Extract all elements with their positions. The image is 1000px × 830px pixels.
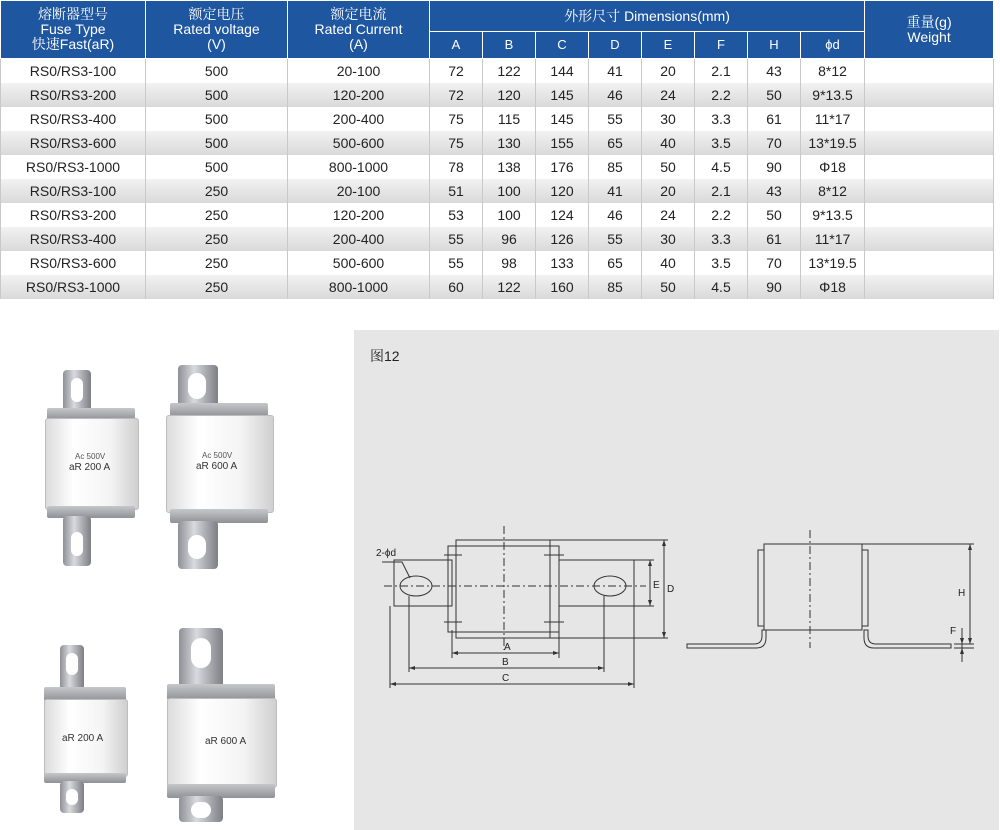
label-f: F [950,626,957,637]
table-cell: 500-600 [288,251,430,275]
table-cell: 250 [146,227,288,251]
table-cell: 75 [430,131,483,155]
table-cell: 250 [146,179,288,203]
table-cell: 122 [483,275,536,299]
table-cell: 20-100 [288,59,430,84]
table-row [1,155,994,179]
label-b: B [502,657,509,668]
table-cell: RS0/RS3-200 [1,83,146,107]
table-cell: 41 [589,59,642,84]
header-dimensions: 外形尺寸 Dimensions(mm) [430,1,865,32]
fuse-terminal-top [179,628,223,690]
table-cell: 20-100 [288,179,430,203]
table-cell: 96 [483,227,536,251]
table-cell: 46 [589,83,642,107]
fuse-rating-label: aR 200 A [62,733,104,744]
table-cell: 500 [146,155,288,179]
label-hole: 2-ϕd [376,548,397,559]
fuse-photo-4 [165,628,280,823]
table-cell: 55 [430,227,483,251]
header-dim-a: A [430,32,483,59]
table-cell: 70 [748,251,801,275]
table-cell: 85 [589,155,642,179]
table-cell: 72 [430,83,483,107]
table-cell: 90 [748,155,801,179]
label-a: A [504,642,511,653]
table-cell: 115 [483,107,536,131]
label-d: D [667,584,675,595]
fuse-photo-2 [162,365,277,570]
table-cell: 250 [146,203,288,227]
table-cell: 800-1000 [288,155,430,179]
table-cell: 500 [146,107,288,131]
table-cell: 20 [642,179,695,203]
fuse-terminal-bottom [178,521,218,569]
table-cell: 176 [536,155,589,179]
table-cell: 51 [430,179,483,203]
table-cell: 11*17 [801,107,865,131]
table-cell: Φ18 [801,155,865,179]
table-cell: 800-1000 [288,275,430,299]
table-row [1,203,994,227]
label-c: C [502,673,510,684]
header-rated-voltage: 额定电压 Rated voltage (V) [146,1,288,59]
table-cell: 250 [146,251,288,275]
table-cell: RS0/RS3-1000 [1,155,146,179]
table-cell: 130 [483,131,536,155]
front-body [456,540,550,638]
table-cell: RS0/RS3-1000 [1,275,146,299]
fuse-terminal-bottom [63,516,91,566]
table-cell: 24 [642,83,695,107]
table-cell: 200-400 [288,227,430,251]
table-cell: 30 [642,227,695,251]
table-cell: 9*13.5 [801,203,865,227]
table-row [1,107,994,131]
table-cell: RS0/RS3-400 [1,227,146,251]
table-cell: 120 [536,179,589,203]
fuse-photo-3 [42,645,132,815]
table-cell: 43 [748,59,801,84]
table-cell: 24 [642,203,695,227]
fuse-rating-label: aR 600 A [196,461,238,472]
fuse-terminal-top [60,645,84,693]
table-cell: 72 [430,59,483,84]
table-cell: 98 [483,251,536,275]
table-cell: 60 [430,275,483,299]
table-cell: 122 [483,59,536,84]
table-cell: 75 [430,107,483,131]
table-cell [865,83,994,107]
table-cell: 4.5 [695,155,748,179]
table-cell: 50 [748,83,801,107]
table-cell [865,107,994,131]
table-cell: 144 [536,59,589,84]
table-cell [865,59,994,84]
header-dim-h: H [748,32,801,59]
table-cell: 145 [536,83,589,107]
table-cell [865,179,994,203]
header-dim-e: E [642,32,695,59]
table-cell: 55 [589,227,642,251]
table-cell: 53 [430,203,483,227]
table-row [1,59,994,84]
table-cell: 2.2 [695,203,748,227]
spec-table-body [1,59,994,300]
table-cell: 40 [642,251,695,275]
header-dim-phid: ϕd [801,32,865,59]
side-body [764,544,862,630]
table-cell: 13*19.5 [801,131,865,155]
header-dim-c: C [536,32,589,59]
fuse-terminal-bottom [60,781,84,813]
table-row [1,275,994,299]
table-cell: 30 [642,107,695,131]
table-cell: 2.1 [695,59,748,84]
table-cell: 78 [430,155,483,179]
table-cell: 61 [748,107,801,131]
table-cell [865,203,994,227]
table-cell: 3.3 [695,227,748,251]
table-cell: 65 [589,131,642,155]
front-tab-right [559,560,634,606]
table-cell: 43 [748,179,801,203]
table-cell: 145 [536,107,589,131]
header-dim-f: F [695,32,748,59]
technical-drawing [354,330,999,830]
table-cell: 133 [536,251,589,275]
table-cell [865,227,994,251]
table-cell: 40 [642,131,695,155]
table-cell: 2.1 [695,179,748,203]
table-cell: Φ18 [801,275,865,299]
side-tab-left [687,630,766,648]
table-cell: 500 [146,59,288,84]
label-e: E [653,580,660,591]
table-cell: 2.2 [695,83,748,107]
table-cell: 50 [748,203,801,227]
table-row [1,131,994,155]
table-cell: 20 [642,59,695,84]
table-cell: 4.5 [695,275,748,299]
table-cell: 100 [483,179,536,203]
fuse-photo-1 [45,370,140,570]
table-cell: 65 [589,251,642,275]
table-row [1,251,994,275]
table-cell: 41 [589,179,642,203]
header-rated-current: 额定电流 Rated Current (A) [288,1,430,59]
table-cell: 200-400 [288,107,430,131]
table-cell: 3.5 [695,251,748,275]
header-weight: 重量(g) Weight [865,1,994,59]
table-cell: 3.3 [695,107,748,131]
table-cell: 8*12 [801,179,865,203]
technical-drawing-panel [354,330,999,830]
table-cell [865,275,994,299]
table-cell [865,131,994,155]
table-cell: 55 [430,251,483,275]
table-cell: 8*12 [801,59,865,84]
table-cell: 61 [748,227,801,251]
spec-table [0,0,994,299]
table-cell: 90 [748,275,801,299]
table-cell: 155 [536,131,589,155]
table-cell: 50 [642,275,695,299]
table-cell: RS0/RS3-400 [1,107,146,131]
table-cell: 3.5 [695,131,748,155]
table-cell: 120 [483,83,536,107]
fuse-rating-label: aR 600 A [205,736,247,747]
table-cell: 120-200 [288,83,430,107]
table-cell: 70 [748,131,801,155]
table-cell: 55 [589,107,642,131]
header-dim-d: D [589,32,642,59]
table-cell: 500 [146,83,288,107]
table-cell: 85 [589,275,642,299]
table-cell: RS0/RS3-200 [1,203,146,227]
table-cell: 50 [642,155,695,179]
figure-label: 图12 [370,348,400,364]
table-row [1,227,994,251]
table-cell: 138 [483,155,536,179]
fuse-rating-label: aR 200 A [69,462,111,473]
table-cell: 46 [589,203,642,227]
table-cell: 9*13.5 [801,83,865,107]
table-row [1,179,994,203]
front-tab-left [394,560,452,606]
fuse-terminal-bottom [179,796,223,822]
table-cell: 500 [146,131,288,155]
table-cell: 250 [146,275,288,299]
table-cell: RS0/RS3-100 [1,179,146,203]
fuse-voltage-label: Ac 500V [202,451,233,460]
table-cell: RS0/RS3-600 [1,131,146,155]
table-cell: 124 [536,203,589,227]
table-cell: 13*19.5 [801,251,865,275]
table-row [1,83,994,107]
table-cell: 100 [483,203,536,227]
side-tab-right [864,630,951,648]
table-cell: RS0/RS3-100 [1,59,146,84]
table-cell: 126 [536,227,589,251]
table-cell: 500-600 [288,131,430,155]
table-cell: 11*17 [801,227,865,251]
table-cell [865,155,994,179]
fuse-voltage-label: Ac 500V [75,452,106,461]
table-cell: 160 [536,275,589,299]
header-fuse-type: 熔断器型号 Fuse Type 快速Fast(aR) [1,1,146,59]
table-cell [865,251,994,275]
table-cell: RS0/RS3-600 [1,251,146,275]
header-dim-b: B [483,32,536,59]
table-cell: 120-200 [288,203,430,227]
label-h: H [958,588,966,599]
